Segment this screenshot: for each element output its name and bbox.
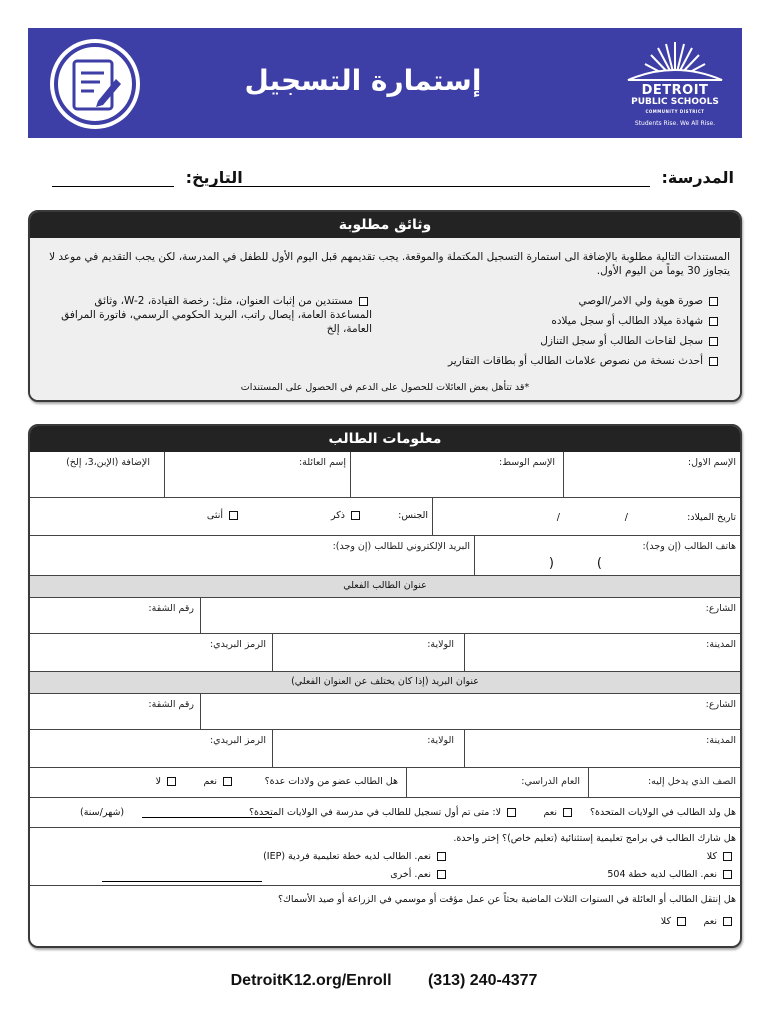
multiple-birth-no[interactable]: لا xyxy=(156,776,180,787)
school-year-field[interactable]: العام الدراسي: xyxy=(406,768,588,797)
first-enroll-date-line[interactable] xyxy=(142,808,272,818)
mailing-zip-field[interactable]: الرمز البريدي: xyxy=(209,735,266,746)
enroll-phone: (313) 240-4377 xyxy=(427,972,538,989)
gender-female-option[interactable]: أنثى xyxy=(207,510,242,521)
doc-item-transcript[interactable]: أحدث نسخة من نصوص علامات الطالب أو بطاقات التقارير xyxy=(448,354,722,368)
grade-field[interactable]: الصف الذي يدخل إليه: xyxy=(588,768,740,797)
special-ed-504[interactable]: نعم. الطالب لديه خطة 504 xyxy=(607,869,736,880)
grade-row xyxy=(30,768,740,798)
checkbox[interactable] xyxy=(709,357,718,366)
state-field[interactable]: الولاية: xyxy=(272,634,464,671)
email-field[interactable]: البريد الإلكتروني للطالب (إن وجد): xyxy=(332,541,470,552)
form-title: إستمارة التسجيل xyxy=(244,64,482,97)
mailing-address-heading: عنوان البريد (إذا كان يختلف عن العنوان الفعلي) xyxy=(30,672,740,694)
first-name-field[interactable]: الإسم الاول: xyxy=(563,452,740,497)
required-documents-title: وثائق مطلوبة xyxy=(30,212,740,238)
school-field[interactable] xyxy=(210,168,734,192)
checkbox[interactable] xyxy=(709,297,718,306)
born-us-no[interactable]: لا: متى تم أول تسجيل للطالب في مدرسة في الولايات المتحدة؟ xyxy=(249,807,520,818)
student-info-title: معلومات الطالب xyxy=(30,426,740,452)
date-line[interactable] xyxy=(52,171,174,187)
enroll-website-link[interactable]: DetroitK12.org/Enroll xyxy=(230,972,392,989)
mailing-apt-field[interactable]: رقم الشقة: xyxy=(148,699,194,710)
checkbox[interactable] xyxy=(709,337,718,346)
date-label: التاريخ: xyxy=(185,168,243,187)
footer xyxy=(0,972,768,990)
last-name-field[interactable]: إسم العائلة: xyxy=(164,452,350,497)
special-ed-iep[interactable]: نعم. الطالب لديه خطة تعليمية فردية (IEP) xyxy=(263,851,450,862)
gender-field[interactable]: الجنس: ذكر أنثى xyxy=(206,510,428,521)
other-program-line[interactable] xyxy=(102,874,262,882)
dob-field[interactable]: تاريخ الميلاد: / / xyxy=(432,498,740,535)
city-field[interactable]: المدينة: xyxy=(464,634,740,671)
dps-logo: DETROIT PUBLIC SCHOOLS COMMUNITY DISTRICT Students Rise. We All Rise. xyxy=(614,36,736,136)
mailing-city-row xyxy=(30,730,740,768)
school-label: المدرسة: xyxy=(661,168,734,187)
multiple-birth-field[interactable]: هل الطالب عضو من ولادات عدة؟ نعم لا xyxy=(155,776,398,787)
doc-item-birth-cert[interactable]: شهادة ميلاد الطالب أو سجل ميلاده xyxy=(551,314,722,328)
migrant-row[interactable]: هل إنتقل الطالب أو العائلة في السنوات الثلاث الماضية بحثاً عن عمل مؤقت أو موسمي في الزراعة أو صيد الأسماك؟ نعم كلا xyxy=(278,894,736,927)
checkbox[interactable] xyxy=(709,317,718,326)
sunburst-icon xyxy=(614,36,736,82)
born-us-yes[interactable]: نعم xyxy=(543,807,576,818)
zip-field[interactable]: الرمز البريدي: xyxy=(209,639,266,650)
required-documents-panel xyxy=(28,210,742,402)
dob-gender-row xyxy=(30,498,740,536)
born-us-row[interactable]: هل ولد الطالب في الولايات المتحدة؟ نعم لا: متى تم أول تسجيل للطالب في مدرسة في الولايات المتحدة؟ (شهر/سنة) xyxy=(30,798,740,828)
name-row xyxy=(30,452,740,498)
apt-field[interactable]: رقم الشقة: xyxy=(148,603,194,614)
doc-item-id[interactable]: صورة هوية ولي الامر/الوصي xyxy=(578,294,722,308)
phone-field[interactable]: هاتف الطالب (إن وجد): ( ) xyxy=(474,536,740,575)
doc-item-immunization[interactable]: سجل لقاحات الطالب أو سجل التنازل xyxy=(540,334,722,348)
suffix-field[interactable]: الإضافة (الإبن،3، إلخ) xyxy=(66,457,150,468)
street-field[interactable]: الشارع: xyxy=(200,598,740,633)
migrant-yes[interactable]: نعم xyxy=(703,916,736,927)
documents-intro: المستندات التالية مطلوبة بالإضافة الى استمارة التسجيل المكتملة والموقعة. يجب تقديمهم قبل اليوم الأول للطفل في المدرسة، لكن يجب التقديم في موعد لا يتجاوز 30 يوماً من اليوم الأول. xyxy=(49,251,730,277)
multiple-birth-yes[interactable]: نعم xyxy=(203,776,236,787)
gender-male-option[interactable]: ذكر xyxy=(331,510,364,521)
checkbox[interactable] xyxy=(359,297,368,306)
special-ed-no[interactable]: كلا xyxy=(707,851,736,862)
contact-row xyxy=(30,536,740,576)
date-field[interactable] xyxy=(52,168,243,192)
form-icon xyxy=(50,39,140,129)
documents-note: *قد تتأهل بعض العائلات للحصول على الدعم في الحصول على المستندات xyxy=(240,382,530,393)
school-line[interactable] xyxy=(210,171,650,187)
doc-item-address-proof[interactable]: مستندين من إثبات العنوان، مثل: رخصة القيادة، W-2، وثائق المساعدة العامة، إيصال راتب، البريد الحكومي الرسمي، فاتورة المرافق العامة، إلخ xyxy=(61,295,372,335)
mailing-city-field[interactable]: المدينة: xyxy=(464,730,740,767)
mailing-street-field[interactable]: الشارع: xyxy=(200,694,740,729)
mailing-state-field[interactable]: الولاية: xyxy=(272,730,464,767)
special-ed-other[interactable]: نعم. أخرى xyxy=(390,869,450,880)
student-info-panel xyxy=(28,424,742,948)
special-ed-row[interactable]: هل شارك الطالب في برامج تعليمية إستثنائية (تعليم خاص)؟ إختر واحدة. كلا نعم. الطالب لديه خطة 504 نعم. الطالب لديه خطة تعليمية فردية (IEP) نعم. أخرى xyxy=(30,828,740,886)
header-banner xyxy=(28,28,742,138)
migrant-no[interactable]: كلا xyxy=(661,916,690,927)
physical-address-heading: عنوان الطالب الفعلي xyxy=(30,576,740,598)
mailing-street-row xyxy=(30,694,740,730)
city-row xyxy=(30,634,740,672)
middle-name-field[interactable]: الإسم الوسط: xyxy=(350,452,563,497)
street-row xyxy=(30,598,740,634)
